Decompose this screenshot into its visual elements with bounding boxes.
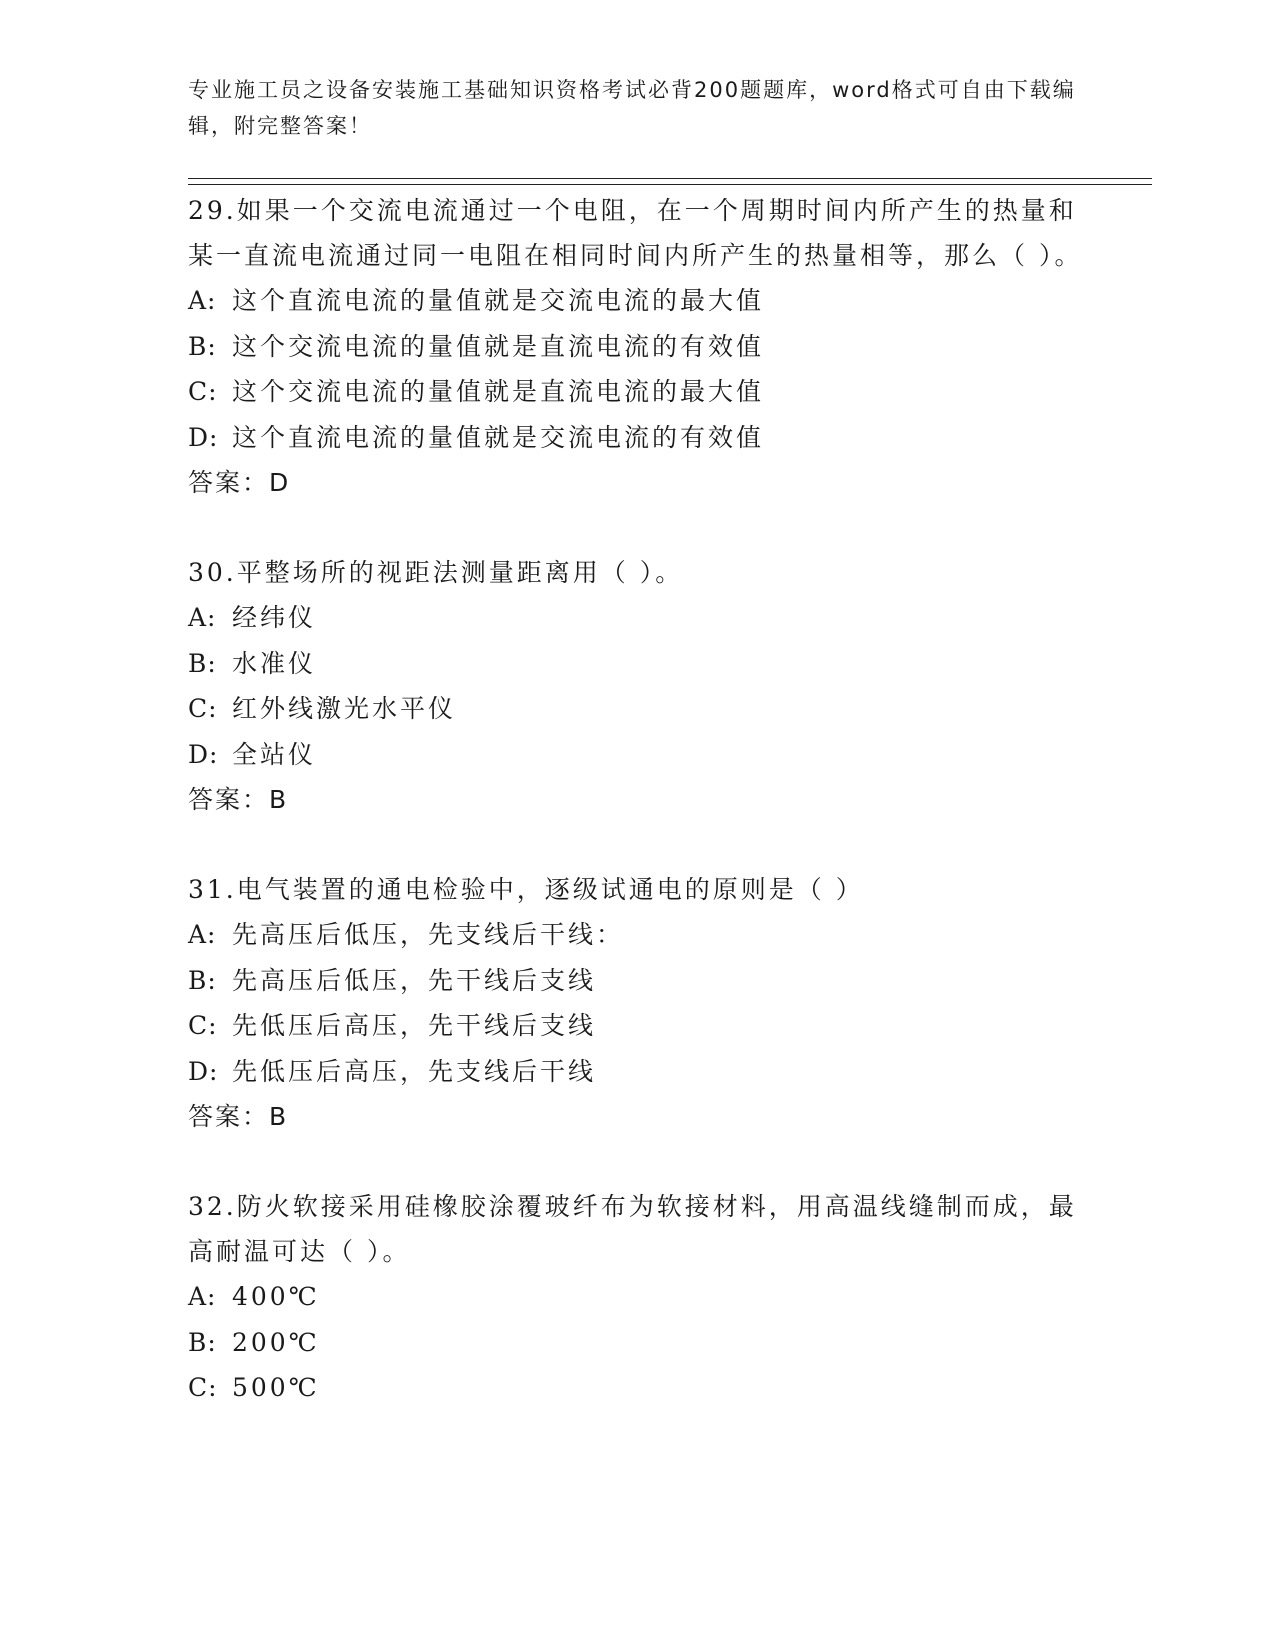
option-key: A: (188, 920, 217, 949)
header-divider-top (188, 178, 1152, 179)
option-b (188, 1320, 1088, 1366)
option-d (188, 415, 1088, 461)
question-30 (188, 550, 1088, 823)
option-b (188, 324, 1088, 370)
option-text: 红外线激光水平仪 (232, 694, 457, 723)
option-key: B: (188, 965, 217, 995)
option-a (188, 595, 1088, 641)
option-text: 先高压后低压，先干线后支线 (232, 965, 597, 995)
option-c (188, 1003, 1088, 1049)
option-text: 200℃ (232, 1327, 320, 1357)
option-text: 先低压后高压，先干线后支线 (232, 1011, 597, 1040)
option-key: A: (188, 286, 217, 315)
option-text: 先低压后高压，先支线后干线 (232, 1056, 597, 1086)
option-text: 水准仪 (232, 648, 317, 678)
answer-line: 答案：B (188, 1102, 289, 1131)
option-key: B: (188, 331, 217, 361)
option-key: B: (188, 648, 217, 678)
option-key: D: (188, 1056, 219, 1086)
option-key: D: (188, 422, 219, 452)
option-text: 经纬仪 (232, 603, 317, 632)
option-text: 这个直流电流的量值就是交流电流的最大值 (232, 286, 765, 315)
option-text: 这个交流电流的量值就是直流电流的有效值 (232, 331, 765, 361)
question-text: 29.如果一个交流电流通过一个电阻，在一个周期时间内所产生的热量和某一直流电流通过同一电阻在相同时间内所产生的热量相等，那么（ ）。 (188, 196, 1083, 270)
option-a (188, 278, 1088, 324)
option-key: C: (188, 377, 218, 406)
option-key: D: (188, 739, 219, 769)
option-text: 先高压后低压，先支线后干线： (232, 920, 625, 949)
option-b (188, 641, 1088, 687)
question-29 (188, 188, 1088, 506)
question-31 (188, 867, 1088, 1140)
option-d (188, 1049, 1088, 1095)
question-text: 32.防火软接采用硅橡胶涂覆玻纤布为软接材料，用高温线缝制而成，最高耐温可达（ ）。 (188, 1192, 1077, 1266)
option-text: 这个直流电流的量值就是交流电流的有效值 (232, 422, 765, 452)
option-c (188, 1365, 1088, 1411)
option-text: 全站仪 (232, 739, 317, 769)
option-key: A: (188, 603, 217, 632)
option-key: C: (188, 1373, 218, 1402)
option-a (188, 1274, 1088, 1320)
option-c (188, 369, 1088, 415)
document-header: 专业施工员之设备安装施工基础知识资格考试必背200题题库，word格式可自由下载编辑，附完整答案！ (188, 78, 1076, 138)
header-divider-bottom (188, 184, 1152, 185)
option-b (188, 958, 1088, 1004)
answer-line: 答案：B (188, 785, 289, 814)
option-text: 500℃ (232, 1373, 320, 1402)
question-list (188, 188, 1088, 1455)
question-text: 30.平整场所的视距法测量距离用（ ）。 (188, 558, 684, 587)
option-key: B: (188, 1327, 217, 1357)
option-d (188, 732, 1088, 778)
option-key: C: (188, 694, 218, 723)
option-a (188, 912, 1088, 958)
option-key: C: (188, 1011, 218, 1040)
option-key: A: (188, 1282, 217, 1311)
answer-line: 答案：D (188, 468, 291, 497)
question-text: 31.电气装置的通电检验中，逐级试通电的原则是（ ） (188, 875, 864, 904)
question-32 (188, 1184, 1088, 1411)
option-text: 这个交流电流的量值就是直流电流的最大值 (232, 377, 765, 406)
option-c (188, 686, 1088, 732)
option-text: 400℃ (232, 1282, 320, 1311)
